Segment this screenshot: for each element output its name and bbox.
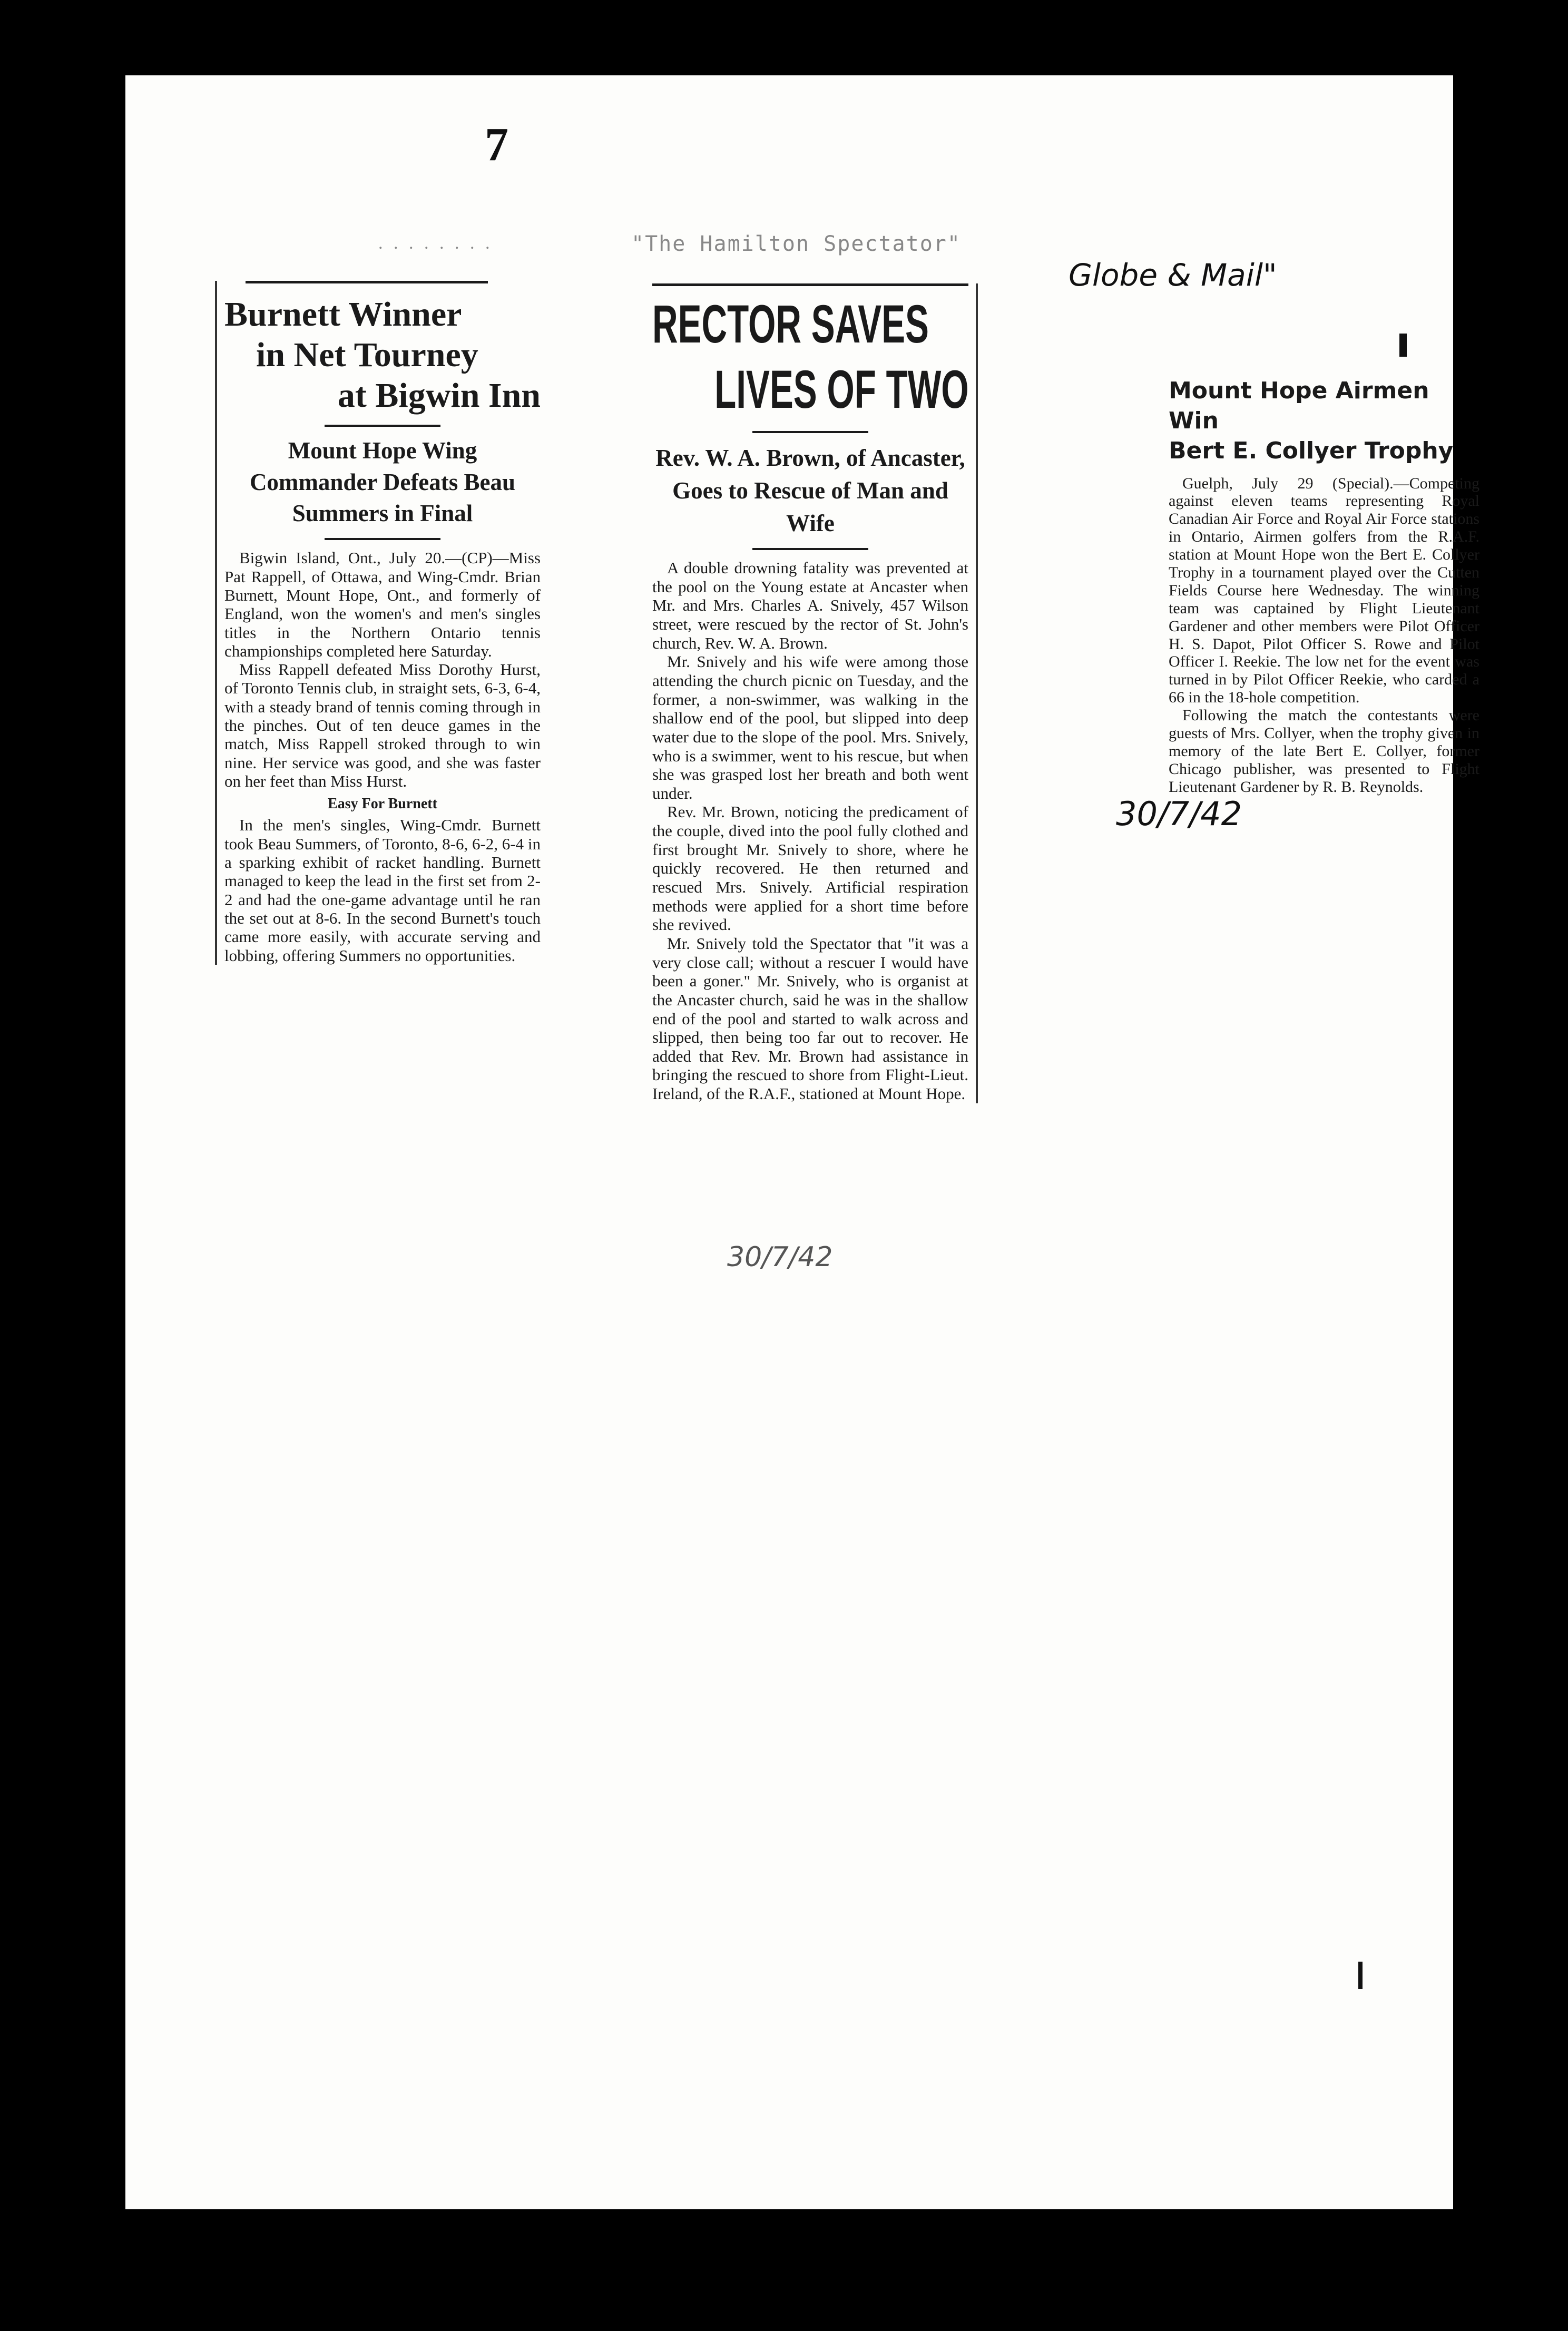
paragraph: Guelph, July 29 (Special).—Competing against eleven teams representing Royal Canadian Air Force and Royal Air Force stations in Ontario, Airmen golfers from the R.A.F. station at Mount Hope won the Bert E. Collyer Trophy in a tournament played over the Cutten Fields Course here Wednesday. The winning team was captained by Flight Lieutenant Gardener and other members were Pilot Officer H. S. Dapot, Pilot Officer S. Rowe and Pilot Officer I. Reekie. The low net for the event was turned in by Pilot Officer Reekie, who carded a 66 in the 18-hole competition. [1169,474,1479,707]
article-body [652,559,968,1103]
headline-line: in Net Tourney [256,336,478,375]
source-label-globe-and-mail: Globe & Mail" [1069,257,1277,293]
page-number-mark: 7 [485,119,508,171]
clipping-burnett-tennis [215,281,541,965]
divider [325,425,440,427]
paragraph: Rev. Mr. Brown, noticing the predicament of the couple, dived into the pool fully clothed and first brought Mr. Snively to shore, where he quickly recovered. He then returned and rescued Mrs. Snively. Artificial respiration methods were applied for a short time before she revived. [652,802,968,934]
subhead: Easy For Burnett [328,796,437,812]
clipping-rector-saves [652,283,978,1103]
edge-speck [1358,1962,1363,1989]
headline-line: RECTOR SAVES [652,294,929,354]
headline-line: at Bigwin Inn [337,376,541,415]
article-body [224,549,541,965]
headline-line: LIVES OF TWO [714,359,969,420]
source-label-spectator: "The Hamilton Spectator" [631,232,961,256]
headline [652,291,968,423]
headline-line: Mount Hope Airmen Win [1169,377,1429,435]
source-label-left: . . . . . . . . [378,233,493,253]
handwritten-date-mid: 30/7/42 [727,1241,833,1273]
paragraph: In the men's singles, Wing-Cmdr. Burnett took Beau Summers, of Toronto, 8-6, 6-2, 6-4 in a sparking exhibit of racket handling. Burnett managed to keep the lead in the first set from 2-2 and had the one-game advantage until he ran the set out at 8-6. In the second Burnett's touch came more easily, with accurate serving and lobbing, offering Summers no opportunities. [224,816,541,965]
deck: Mount Hope Wing Commander Defeats Beau Summers in Final [249,437,516,527]
headline [1169,376,1479,466]
scrapbook-page [125,75,1479,2209]
paragraph: Following the match the contestants were guests of Mrs. Collyer, when the trophy given in memory of the late Bert E. Collyer, former Chicago publisher, was presented to Flight Lieutenant Gardener by R. B. Reynolds. [1169,707,1479,796]
handwritten-date-right: 30/7/42 [1116,795,1242,833]
paragraph: Bigwin Island, Ont., July 20.—(CP)—Miss Pat Rappell, of Ottawa, and Wing-Cmdr. Brian Burnett, Mount Hope, Ont., and formerly of England, won the women's and men's singles titles in the Northern Ontario tennis championships completed here Saturday. [224,549,541,660]
divider [325,538,440,540]
headline-line: Burnett Winner [224,295,462,334]
top-rule [246,281,488,283]
top-rule [652,283,968,286]
article-body [1169,475,1479,796]
paragraph: Mr. Snively told the Spectator that "it was a very close call; without a rescuer I would have been a goner." Mr. Snively, who is organist at the Ancaster church, said he was in the shallow end of the pool and started to walk across and slipped, then being too far out to recover. He added that Rev. Mr. Brown had assistance in bringing the rescued to shore from Flight-Lieut. Ireland, of the R.A.F., stationed at Mount Hope. [652,934,968,1103]
divider [752,548,868,550]
paragraph: A double drowning fatality was prevented at the pool on the Young estate at Ancaster when Mr. and Mrs. Charles A. Snively, 457 Wilson street, were rescued by the rector of St. John's church, Rev. W. A. Brown. [652,559,968,652]
edge-speck [1399,334,1407,357]
paragraph: Miss Rappell defeated Miss Dorothy Hurst, of Toronto Tennis club, in straight sets, 6-3, 6-4, with a steady brand of tennis coming through in the pinches. Out of ten deuce games in the match, Miss Rappell stroked through to win nine. Her service was good, and she was faster on her feet than Miss Hurst. [224,660,541,791]
divider [752,431,868,433]
headline [224,294,541,416]
paragraph: Mr. Snively and his wife were among those attending the church picnic on Tuesday, and the former, a non-swimmer, was walking in the shallow end of the pool, but slipped into deep water due to the slope of the pool. Mrs. Snively, who is a swimmer, went to his rescue, but when she was grasped lost her breath and both went under. [652,652,968,802]
clipping-airmen-trophy [1169,376,1479,796]
deck: Rev. W. A. Brown, of Ancaster, Goes to Rescue of Man and Wife [655,444,965,537]
headline-line: Bert E. Collyer Trophy [1169,437,1454,465]
